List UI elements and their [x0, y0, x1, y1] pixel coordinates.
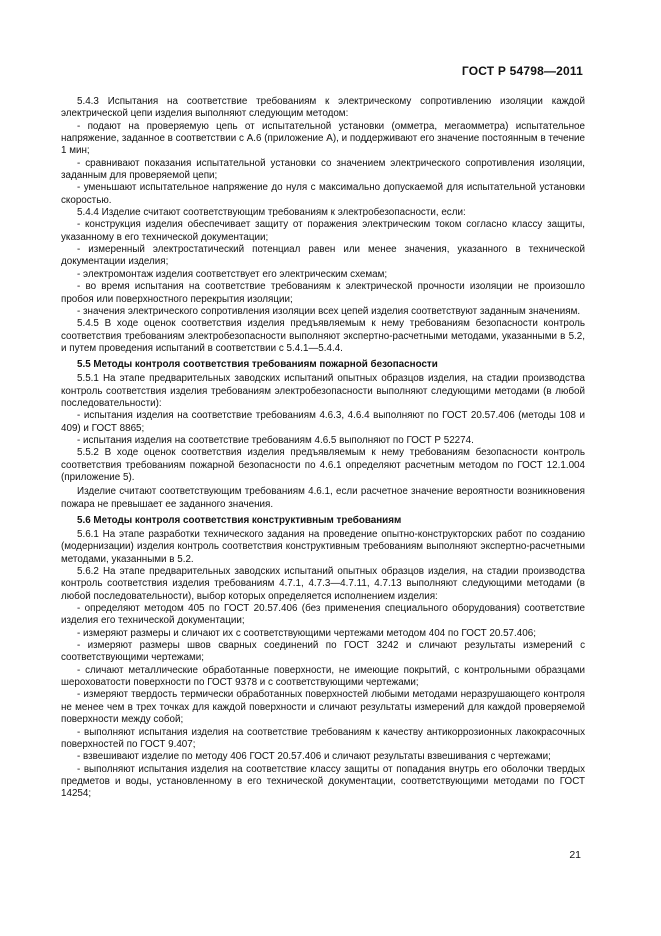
paragraph-5-4-3: 5.4.3 Испытания на соответствие требованиям к электрическому сопротивлению изоляции каждой электрической цепи изделия выполняют следующим методом:	[61, 96, 585, 120]
list-item: - измеряют размеры и сличают их с соответствующими чертежами методом 404 по ГОСТ 20.57.406;	[77, 627, 536, 639]
paragraph-5-5-1: 5.5.1 На этапе предварительных заводских испытаний опытных образцов изделия, на стадии производства контроль соответствия изделия требованиям электробезопасности выполняют следующими методами (в любой последовательности):	[61, 373, 585, 409]
list-item: - измеряют твердость термически обработанных поверхностей любыми методами неразрушающего контроля не менее чем в трех точках для каждой поверхности и сличают результаты измерений для каждой проверяемой поверхности между собой;	[61, 689, 585, 726]
list-item: - конструкция изделия обеспечивает защиту от поражения электрическим током согласно классу защиты, указанному в его технической документации;	[61, 219, 585, 243]
section-heading-5-6: 5.6 Методы контроля соответствия конструктивным требованиям	[77, 515, 402, 526]
document-header: ГОСТ Р 54798—2011	[461, 64, 583, 78]
list-item: - выполняют испытания изделия на соответствие требованиям к качеству антикоррозионных лакокрасочных поверхностей по ГОСТ 9.407;	[61, 726, 585, 750]
list-item: - испытания изделия на соответствие требованиям 4.6.3, 4.6.4 выполняют по ГОСТ 20.57.406 (методы 108 и 409) и ГОСТ 8865;	[61, 410, 585, 434]
list-item: - выполняют испытания изделия на соответствие классу защиты от попадания внутрь его оболочки твердых предметов и воды, установленному в его технической документации, соответствующими методами по ГОСТ 14254;	[61, 763, 585, 800]
list-item: - взвешивают изделие по методу 406 ГОСТ 20.57.406 и сличают результаты взвешивания с чертежами;	[77, 751, 551, 763]
list-item: - подают на проверяемую цепь от испытательной установки (омметра, мегаомметра) испытательное напряжение, заданное в соответствии с А.6 (приложение А), и поддерживают его значение постоянным в течение 1 мин;	[61, 120, 585, 157]
document-body	[61, 96, 585, 801]
paragraph-5-5-2: 5.5.2 В ходе оценок соответствия изделия предъявляемым к нему требованиям безопасности контроль соответствия требованиям пожарной безопасности по 4.6.1 определяют расчетным методом по ГОСТ 12.1.004 (приложение 5).	[61, 447, 585, 483]
list-item: - значения электрического сопротивления изоляции всех цепей изделия соответствуют заданным значениям.	[77, 305, 581, 317]
paragraph-conclusion: Изделие считают соответствующим требованиям 4.6.1, если расчетное значение вероятности возникновения пожара не превышает ее заданного значения.	[61, 486, 585, 510]
paragraph-5-6-2: 5.6.2 На этапе предварительных заводских испытаний опытных образцов изделия, на стадии производства контроль соответствия изделия требованиям 4.7.1, 4.7.3—4.7.11, 4.7.13 выполняют следующими методами (в любой последовательности), выбор которых определяется исполнением изделия:	[61, 566, 585, 602]
section-heading-5-5: 5.5 Методы контроля соответствия требованиям пожарной безопасности	[77, 359, 438, 371]
list-item: - уменьшают испытательное напряжение до нуля с максимально допускаемой для испытательной установки скоростью.	[61, 182, 585, 206]
paragraph-5-4-5: 5.4.5 В ходе оценок соответствия изделия предъявляемым к нему требованиям безопасности контроль соответствия требованиям электробезопасности выполняют экспертно-расчетными методами, указанными в 5.2, и путем проведения испытаний в соответствии с 5.4.1—5.4.4.	[61, 318, 585, 354]
list-item: - сравнивают показания испытательной установки со значением электрического сопротивления изоляции, заданным для проверяемой цепи;	[61, 157, 585, 182]
list-item: - сличают металлические обработанные поверхности, не имеющие покрытий, с контрольными образцами шероховатости поверхности по ГОСТ 9378 и с соответствующими чертежами;	[61, 664, 585, 689]
list-item: - электромонтаж изделия соответствует его электрическим схемам;	[77, 268, 388, 280]
list-item: - во время испытания на соответствие требованиям к электрической прочности изоляции не произошло пробоя или поверхностного перекрытия изоляции;	[61, 281, 585, 305]
paragraph-5-6-1: 5.6.1 На этапе разработки технического задания на проведение опытно-конструкторских работ по созданию (модернизации) изделия контроль соответствия конструктивным требованиям выполняют экспертно-расчетными методами, указанными в 5.2.	[61, 529, 585, 565]
paragraph-5-4-4: 5.4.4 Изделие считают соответствующим требованиям к электробезопасности, если:	[77, 207, 466, 219]
list-item: - измеряют размеры швов сварных соединений по ГОСТ 3242 и сличают результаты измерений с соответствующими чертежами;	[61, 640, 585, 664]
list-item: - определяют методом 405 по ГОСТ 20.57.406 (без применения специального оборудования) соответствие изделия его технической документации;	[61, 603, 585, 627]
page-number: 21	[569, 849, 581, 861]
list-item: - измеренный электростатический потенциал равен или менее значения, указанного в технической документации изделия;	[61, 244, 585, 268]
list-item: - испытания изделия на соответствие требованиям 4.6.5 выполняют по ГОСТ Р 52274.	[77, 434, 474, 446]
